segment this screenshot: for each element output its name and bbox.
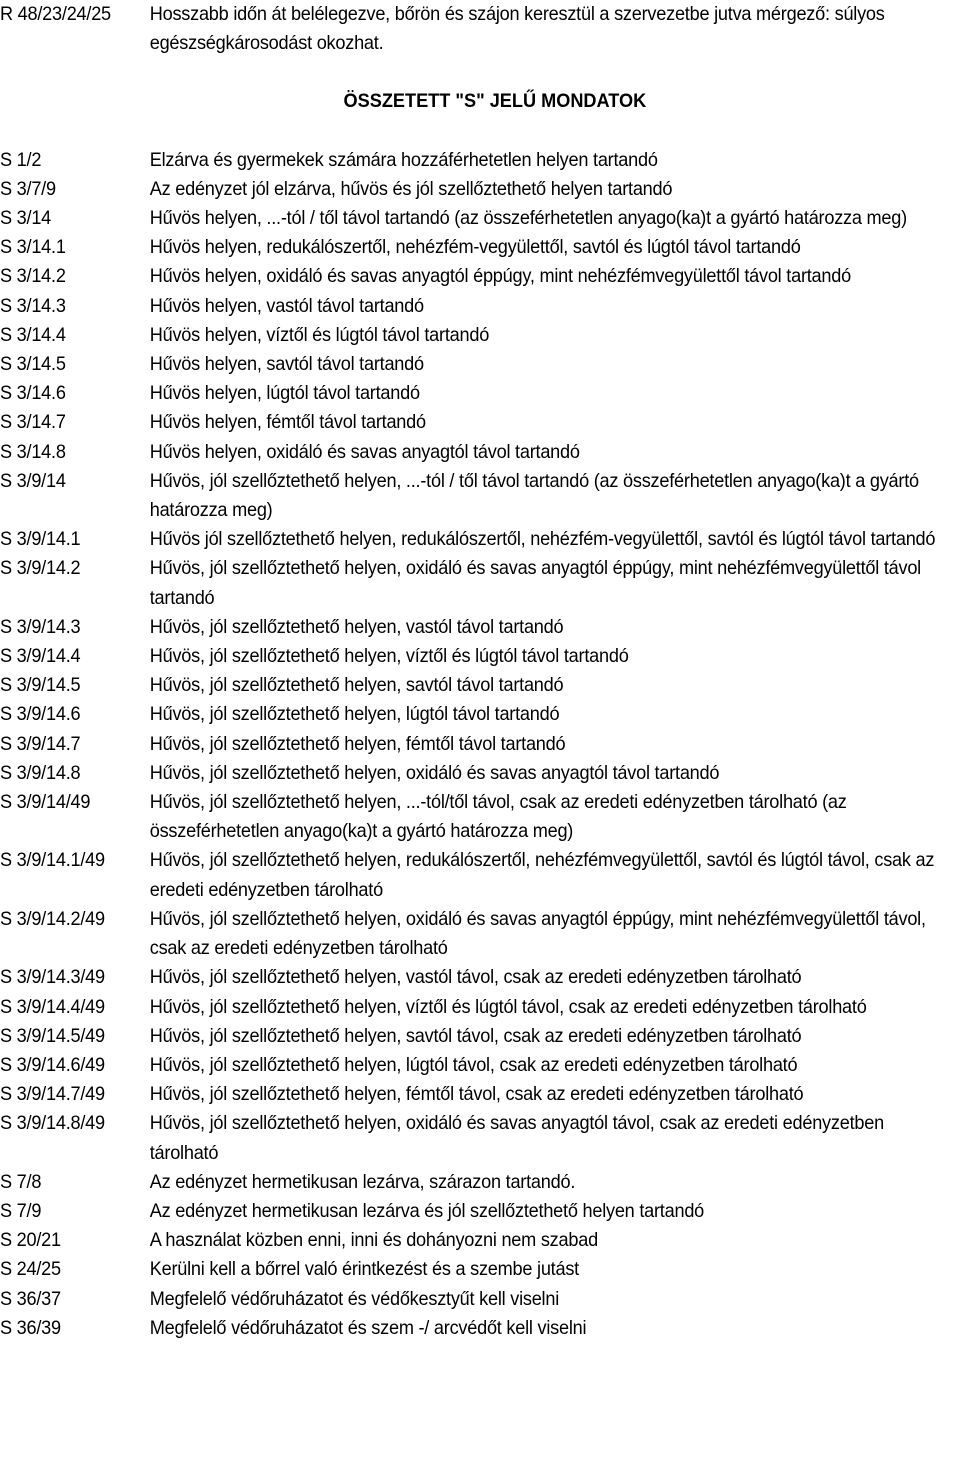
phrase-row [0,642,960,671]
phrase-code: S 3/14.6 [0,382,66,405]
phrase-text: Hűvös helyen, víztől és lúgtól távol tartandó [149,323,490,346]
phrase-code: S 3/14.4 [0,323,66,346]
phrase-code: S 3/14.3 [0,294,66,317]
phrase-code: S 3/9/14.1/49 [0,849,105,872]
phrase-text: Hűvös, jól szellőztethető helyen, vastól távol tartandó [149,615,564,638]
phrase-code: S 20/21 [0,1229,61,1252]
phrase-code: S 3/9/14.2 [0,557,81,580]
phrase-text: Hűvös helyen, ...-tól / től távol tartandó (az összeférhetetlen anyago(ka)t a gyártó határozza meg) [149,207,907,230]
phrase-row [0,525,960,554]
phrase-code: S 3/14 [0,207,52,230]
phrase-row [0,671,960,700]
phrase-text: Hűvös helyen, lúgtól távol tartandó [149,382,420,405]
phrase-code: S 3/9/14.3/49 [0,966,105,989]
phrase-row [0,1168,960,1197]
phrase-row [0,1285,960,1314]
phrase-row [0,788,960,846]
phrase-row [0,408,960,437]
phrase-code: S 3/9/14.3 [0,615,81,638]
phrase-text: Hűvös helyen, oxidáló és savas anyagtól távol tartandó [149,440,580,463]
phrase-text: Hűvös jól szellőztethető helyen, redukálószertől, nehézfém-vegyülettől, savtól és lúgtól távol tartandó [149,528,936,551]
phrase-code: S 3/9/14.6 [0,703,81,726]
phrase-code: S 3/7/9 [0,177,56,200]
phrase-code: S 7/8 [0,1170,42,1193]
phrase-row [0,613,960,642]
phrase-row [0,730,960,759]
phrase-text: Kerülni kell a bőrrel való érintkezést és a szembe jutást [149,1258,579,1281]
phrase-row [0,1226,960,1255]
phrase-row [0,1080,960,1109]
phrase-code: S 3/14.5 [0,353,66,376]
phrase-text: Megfelelő védőruházatot és szem -/ arcvédőt kell viselni [149,1316,587,1339]
phrase-row [0,175,960,204]
phrase-row [0,554,960,612]
phrase-row [0,146,960,175]
phrase-code: S 3/14.2 [0,265,66,288]
phrase-text: Hűvös, jól szellőztethető helyen, víztől és lúgtól távol, csak az eredeti edényzetben tárolható [149,995,867,1018]
phrase-code: R 48/23/24/25 [0,3,111,25]
phrase-row [0,204,960,233]
phrase-text: Hűvös, jól szellőztethető helyen, savtól távol tartandó [149,674,564,697]
phrase-row [0,846,960,904]
phrase-code: S 3/9/14.4/49 [0,995,105,1018]
phrase-row [0,350,960,379]
phrase-row [0,1051,960,1080]
phrase-code: S 1/2 [0,148,42,171]
phrase-code: S 3/9/14.7 [0,732,81,755]
phrase-code: S 7/9 [0,1199,42,1222]
phrase-text: Az edényzet jól elzárva, hűvös és jól szellőztethető helyen tartandó [149,177,673,200]
phrase-text: Hűvös, jól szellőztethető helyen, oxidáló és savas anyagtól éppúgy, mint nehézfémvegyülettől távol tartandó [149,557,921,609]
phrase-text: Hűvös, jól szellőztethető helyen, ...-tól / től távol tartandó (az összeférhetetlen anyago(ka)t a gyártó határozza meg) [149,469,919,522]
phrase-row [0,292,960,321]
phrase-text: Hűvös helyen, vastól távol tartandó [149,294,424,317]
phrase-row [0,262,960,291]
phrase-code: S 3/9/14.2/49 [0,907,105,930]
phrase-code: S 3/9/14.8 [0,761,81,784]
phrase-text: Hűvös, jól szellőztethető helyen, lúgtól távol tartandó [149,703,560,726]
phrase-code: S 3/9/14.1 [0,528,81,551]
phrase-text: Hűvös helyen, oxidáló és savas anyagtól éppúgy, mint nehézfémvegyülettől távol tartandó [149,265,851,288]
phrase-code: S 3/9/14.7/49 [0,1083,105,1106]
phrase-text: Hűvös, jól szellőztethető helyen, fémtől távol, csak az eredeti edényzetben tárolható [149,1083,804,1106]
phrase-list [0,146,960,1343]
phrase-code: S 3/9/14.5 [0,674,81,697]
phrase-code: S 3/14.8 [0,440,66,463]
phrase-code: S 3/9/14.4 [0,645,81,668]
phrase-text: Hűvös helyen, fémtől távol tartandó [149,411,426,434]
phrase-row [0,1255,960,1284]
phrase-code: S 3/9/14.5/49 [0,1024,105,1047]
phrase-row [0,1314,960,1343]
phrase-row [0,467,960,525]
phrase-code: S 3/9/14/49 [0,791,91,814]
phrase-code: S 24/25 [0,1258,61,1281]
phrase-row [0,1022,960,1051]
phrase-text: Hűvös helyen, redukálószertől, nehézfém-vegyülettől, savtól és lúgtól távol tartandó [149,236,801,259]
phrase-text: Hűvös, jól szellőztethető helyen, ...-tól/től távol, csak az eredeti edényzetben tárolható (az összeférhetetlen anyago(ka)t a gyártó határozza meg) [149,791,847,843]
phrase-text: Hűvös, jól szellőztethető helyen, redukálószertől, nehézfémvegyülettől, savtól és lúgtól távol, csak az eredeti edényzetben tárolható [149,849,935,901]
phrase-row [0,379,960,408]
phrase-code: S 36/37 [0,1287,61,1310]
phrase-text: Hűvös, jól szellőztethető helyen, fémtől távol tartandó [149,732,566,755]
phrase-text: A használat közben enni, inni és dohányozni nem szabad [149,1229,598,1252]
phrase-row [0,993,960,1022]
phrase-text: Hűvös, jól szellőztethető helyen, oxidáló és savas anyagtól távol tartandó [149,761,720,784]
phrase-text: Hűvös, jól szellőztethető helyen, oxidáló és savas anyagtól távol, csak az eredeti edényzetben tárolható [149,1112,884,1164]
intro-row [0,0,960,58]
phrase-row [0,905,960,963]
phrase-text: Elzárva és gyermekek számára hozzáférhetetlen helyen tartandó [149,148,658,171]
phrase-text: Hűvös, jól szellőztethető helyen, víztől és lúgtól távol tartandó [149,645,629,668]
phrase-text: Hűvös helyen, savtól távol tartandó [149,353,424,376]
phrase-code: S 3/9/14.6/49 [0,1053,105,1076]
phrase-text: Hűvös, jól szellőztethető helyen, oxidáló és savas anyagtól éppúgy, mint nehézfémvegyülettől távol, csak az eredeti edényzetben tárolható [149,907,926,960]
phrase-row [0,233,960,262]
phrase-row [0,438,960,467]
phrase-row [0,1109,960,1167]
phrase-code: S 3/14.7 [0,411,66,434]
phrase-code: S 3/9/14 [0,469,66,492]
phrase-code: S 3/14.1 [0,236,66,259]
phrase-code: S 3/9/14.8/49 [0,1112,105,1135]
phrase-text: Az edényzet hermetikusan lezárva, szárazon tartandó. [149,1170,576,1193]
phrase-row [0,1197,960,1226]
phrase-row [0,700,960,729]
phrase-row [0,963,960,992]
phrase-text: Megfelelő védőruházatot és védőkesztyűt kell viselni [149,1287,560,1310]
phrase-text: Az edényzet hermetikusan lezárva és jól szellőztethető helyen tartandó [149,1199,705,1222]
phrase-code: S 36/39 [0,1316,61,1339]
phrase-row [0,759,960,788]
phrase-text: Hűvös, jól szellőztethető helyen, lúgtól távol, csak az eredeti edényzetben tárolható [149,1053,798,1076]
phrase-text: Hosszabb időn át belélegezve, bőrön és szájon keresztül a szervezetbe jutva mérgező: súlyos egészségkárosodást okozhat. [149,3,885,55]
phrase-text: Hűvös, jól szellőztethető helyen, vastól távol, csak az eredeti edényzetben tárolható [149,966,802,989]
phrase-text: Hűvös, jól szellőztethető helyen, savtól távol, csak az eredeti edényzetben tárolható [149,1024,802,1047]
phrase-row [0,321,960,350]
section-heading: ÖSSZETETT "S" JELŰ MONDATOK [343,90,647,113]
